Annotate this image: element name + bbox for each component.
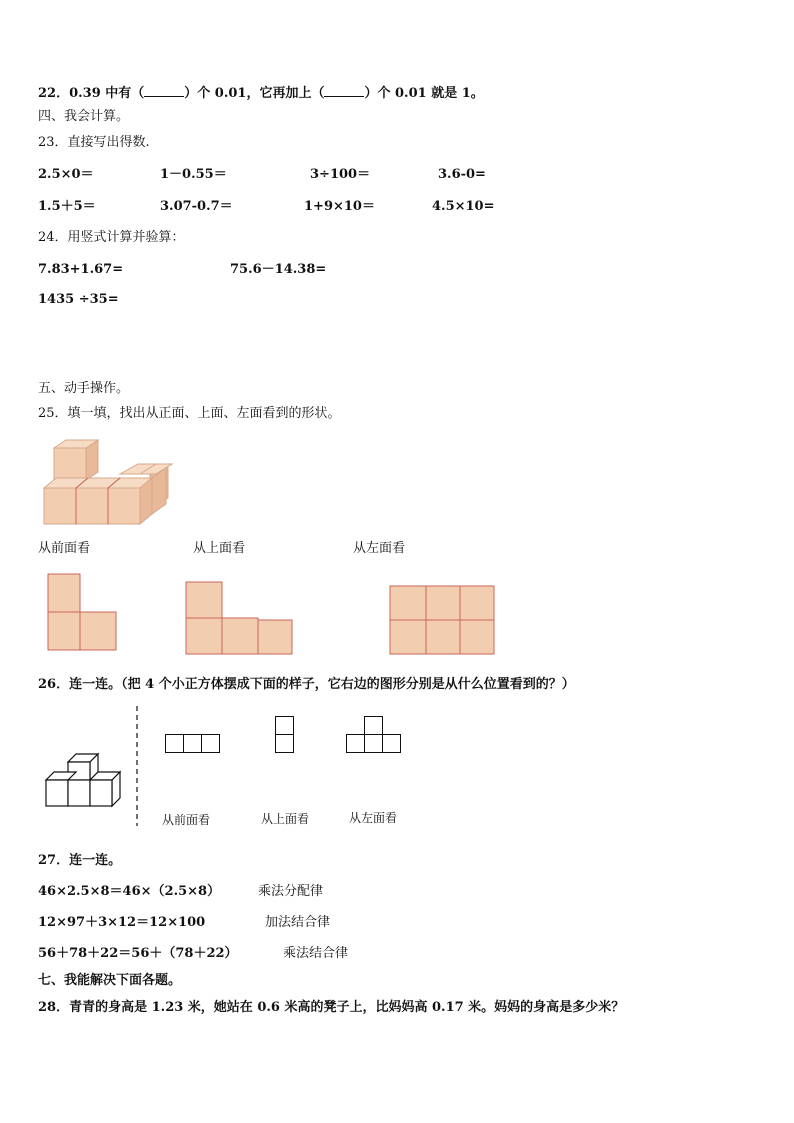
question-22 (38, 84, 484, 102)
q23-r2-c4: 4.5×10= (432, 199, 495, 214)
question-23-title: 23．直接写出得数. (38, 135, 150, 150)
q25-label-front: 从前面看 (38, 541, 91, 556)
q22-blank-2[interactable] (324, 84, 364, 97)
q23-r2-c3: 1+9×10＝ (304, 199, 375, 214)
q25-front-view (48, 574, 128, 654)
q27-right-1: 乘法分配律 (258, 884, 324, 899)
q26-shape-1 (165, 734, 225, 756)
q24-item-3: 1435 ÷35= (38, 292, 119, 307)
question-27-title: 27．连一连。 (38, 853, 122, 868)
q25-left-view (390, 586, 500, 656)
section-5-heading: 五、动手操作。 (38, 381, 130, 396)
q26-cube-figure (44, 742, 134, 812)
q25-label-top: 从上面看 (193, 541, 246, 556)
q26-dashed-divider (135, 706, 139, 826)
q25-top-view (186, 582, 306, 662)
question-26-title: 26．连一连。（把 4 个小正方体摆成下面的样子，它右边的图形分别是从什么位置看到的？） (38, 677, 575, 692)
q26-label-front: 从前面看 (162, 813, 211, 827)
section-7-heading: 七、我能解决下面各题。 (38, 973, 182, 988)
section-4-heading: 四、我会计算。 (38, 109, 130, 124)
q25-cube-figure (40, 438, 180, 528)
q23-r1-c4: 3.6-0= (438, 167, 486, 182)
q26-shape-2 (275, 716, 297, 756)
q22-middle: ）个 0.01，它再加上（ (184, 86, 325, 101)
q27-right-3: 乘法结合律 (283, 946, 349, 961)
q22-suffix: ）个 0.01 就是 1。 (364, 86, 484, 101)
question-28: 28．青青的身高是 1.23 米，她站在 0.6 米高的凳子上，比妈妈高 0.17 米。妈妈的身高是多少米？ (38, 1000, 625, 1015)
q23-r2-c1: 1.5＋5＝ (38, 199, 96, 214)
q23-r1-c1: 2.5×0＝ (38, 167, 94, 182)
q27-left-2: 12×97＋3×12＝12×100 (38, 915, 206, 930)
q27-left-1: 46×2.5×8＝46×（2.5×8） (38, 884, 221, 899)
q22-prefix: 22．0.39 中有（ (38, 86, 145, 101)
question-24-title: 24．用竖式计算并验算： (38, 230, 185, 245)
q22-blank-1[interactable] (144, 84, 184, 97)
q23-r1-c3: 3÷100＝ (310, 167, 371, 182)
q24-item-2: 75.6－14.38= (230, 262, 327, 277)
q26-shape-3 (346, 716, 406, 756)
q27-right-2: 加法结合律 (265, 915, 331, 930)
q26-label-left: 从左面看 (349, 811, 398, 825)
q27-left-3: 56＋78＋22＝56＋（78＋22） (38, 946, 238, 961)
question-25-title: 25．填一填，找出从正面、上面、左面看到的形状。 (38, 406, 341, 421)
q26-label-top: 从上面看 (261, 812, 310, 826)
q23-r1-c2: 1－0.55＝ (160, 167, 227, 182)
q23-r2-c2: 3.07-0.7＝ (160, 199, 233, 214)
q24-item-1: 7.83+1.67= (38, 262, 124, 277)
q25-label-left: 从左面看 (353, 541, 406, 556)
